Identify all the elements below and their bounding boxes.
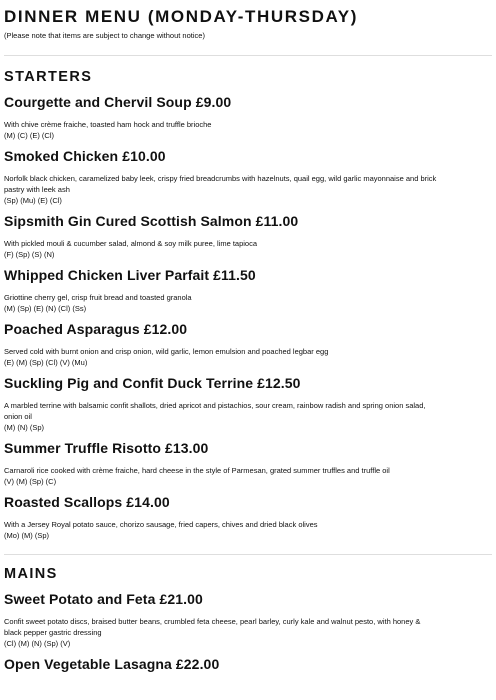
starters-list	[4, 94, 492, 541]
dish-name: Suckling Pig and Confit Duck Terrine £12.50	[4, 375, 301, 391]
menu-title: DINNER MENU (MONDAY-THURSDAY)	[4, 7, 358, 26]
dish-item	[4, 148, 492, 206]
dish-allergens: (Sp) (Mu) (E) (Cl)	[4, 196, 62, 205]
dish-description: Norfolk black chicken, caramelized baby leek, crispy fried breadcrumbs with hazelnuts, quail egg, wild garlic mayonnaise and brick pastry with leek ash	[4, 174, 437, 194]
dish-name: Courgette and Chervil Soup £9.00	[4, 94, 232, 110]
starters-section	[4, 68, 492, 541]
dish-name: Smoked Chicken £10.00	[4, 148, 166, 164]
dish-name: Poached Asparagus £12.00	[4, 321, 188, 337]
dish-allergens: (M) (Sp) (E) (N) (Cl) (Ss)	[4, 304, 87, 313]
mains-section	[4, 554, 492, 673]
dish-item	[4, 656, 492, 673]
dish-description: With chive crème fraiche, toasted ham hock and truffle brioche	[4, 120, 212, 129]
mains-list	[4, 591, 492, 673]
dish-allergens: (M) (C) (E) (Cl)	[4, 131, 54, 140]
dish-item	[4, 267, 492, 314]
dish-item	[4, 375, 492, 433]
dish-item	[4, 494, 492, 541]
dish-allergens: (F) (Sp) (S) (N)	[4, 250, 55, 259]
dish-description: With pickled mouli & cucumber salad, almond & soy milk puree, lime tapioca	[4, 239, 258, 248]
starters-heading: STARTERS	[4, 69, 93, 85]
dish-allergens: (Mo) (M) (Sp)	[4, 531, 49, 540]
dish-description: Confit sweet potato discs, braised butter beans, crumbled feta cheese, pearl barley, curly kale and walnut pesto, with honey & black pepper gastric dressing	[4, 617, 421, 637]
dish-name: Summer Truffle Risotto £13.00	[4, 440, 209, 456]
dish-name: Open Vegetable Lasagna £22.00	[4, 656, 220, 672]
dish-name: Roasted Scallops £14.00	[4, 494, 170, 510]
dish-item	[4, 94, 492, 141]
dish-description: Served cold with burnt onion and crisp onion, wild garlic, lemon emulsion and poached legbar egg	[4, 347, 329, 356]
dish-description: A marbled terrine with balsamic confit shallots, dried apricot and pistachios, sour cream, rainbow radish and spring onion salad, onion oil	[4, 401, 426, 421]
dish-description: With a Jersey Royal potato sauce, chorizo sausage, fried capers, chives and dried black olives	[4, 520, 318, 529]
dish-name: Sweet Potato and Feta £21.00	[4, 591, 203, 607]
dish-name: Whipped Chicken Liver Parfait £11.50	[4, 267, 256, 283]
dish-description: Griottine cherry gel, crisp fruit bread and toasted granola	[4, 293, 192, 302]
change-notice: (Please note that items are subject to change without notice)	[4, 31, 205, 40]
dish-allergens: (M) (N) (Sp)	[4, 423, 44, 432]
section-divider	[4, 554, 492, 555]
dish-name: Sipsmith Gin Cured Scottish Salmon £11.00	[4, 213, 299, 229]
dish-allergens: (V) (M) (Sp) (C)	[4, 477, 57, 486]
dish-allergens: (Cl) (M) (N) (Sp) (V)	[4, 639, 71, 648]
dish-item	[4, 213, 492, 260]
dish-allergens: (E) (M) (Sp) (Cl) (V) (Mu)	[4, 358, 88, 367]
dish-item	[4, 591, 492, 649]
dish-description: Carnaroli rice cooked with crème fraiche, hard cheese in the style of Parmesan, grated summer truffles and truffle oil	[4, 466, 390, 475]
mains-heading: MAINS	[4, 566, 58, 582]
dish-item	[4, 321, 492, 368]
section-divider	[4, 55, 492, 56]
dish-item	[4, 440, 492, 487]
